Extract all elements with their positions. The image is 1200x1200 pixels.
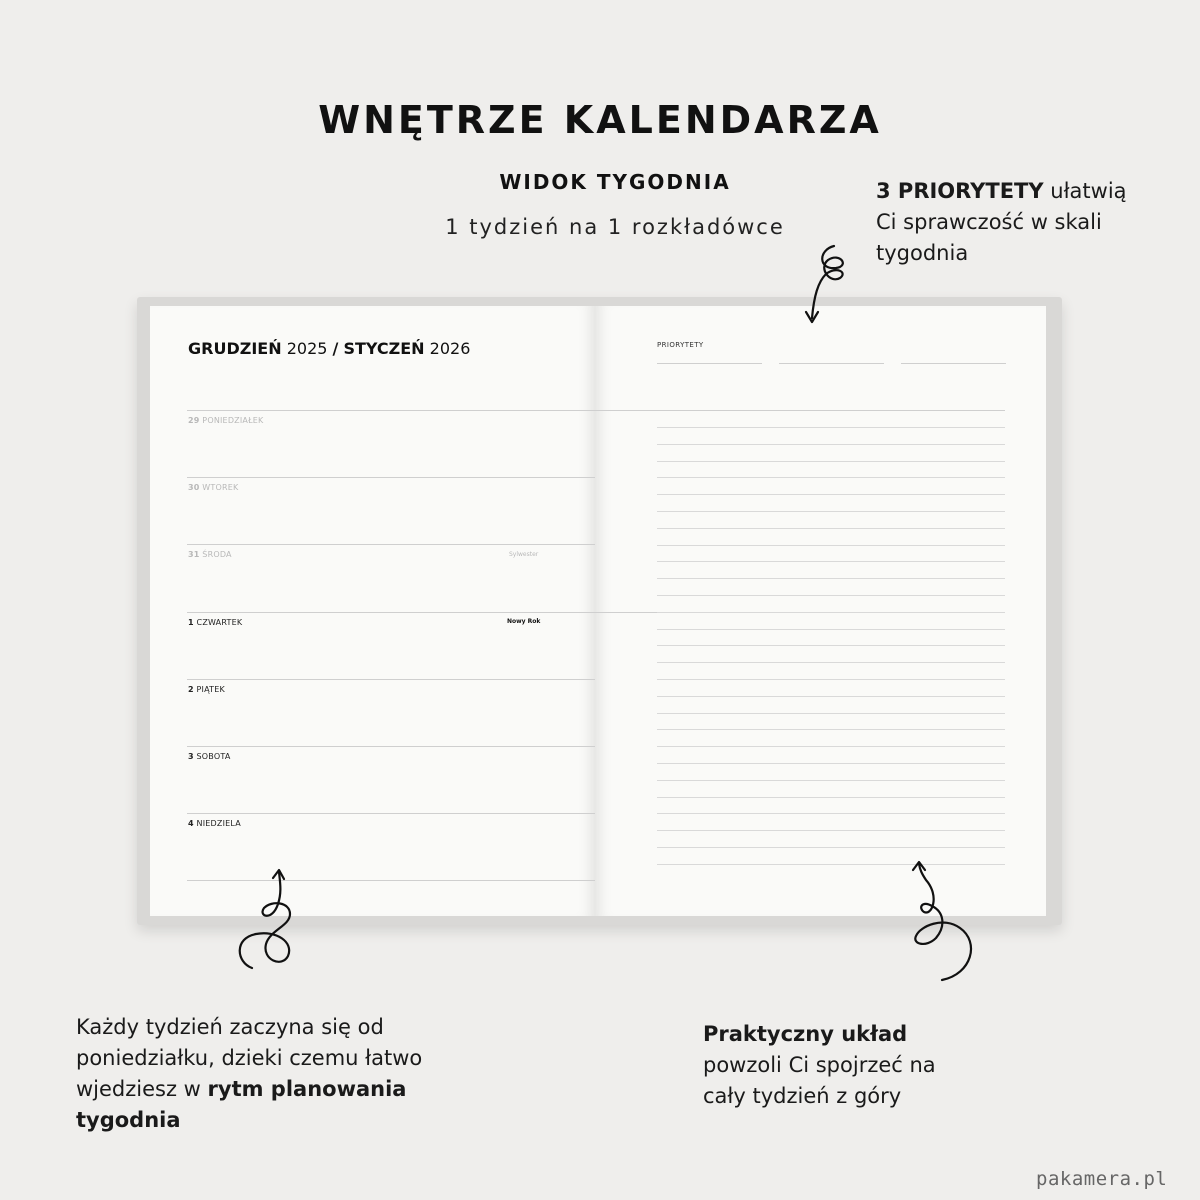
- day-divider: [187, 746, 595, 747]
- month-heading: [188, 339, 470, 358]
- priorities-note-text-3: tygodnia: [876, 241, 969, 265]
- monday-note-bold-2: tygodnia: [76, 1108, 181, 1132]
- day-divider: [187, 544, 595, 545]
- curly-arrow-icon: [900, 856, 980, 986]
- day-label-tuesday: 30 WTOREK: [188, 483, 239, 492]
- day-label-monday: 29 PONIEDZIAŁEK: [188, 416, 264, 425]
- monday-start-note: [76, 1012, 496, 1136]
- monday-note-text-2: poniedziałku, dzieki czemu łatwo: [76, 1046, 423, 1070]
- ruled-line: [657, 780, 1005, 781]
- ruled-line: [657, 847, 1005, 848]
- priority-line: [901, 363, 1006, 364]
- holiday-label: Sylwester: [509, 551, 539, 558]
- priorities-note: [876, 176, 1176, 269]
- day-divider: [187, 679, 595, 680]
- ruled-line: [657, 662, 1005, 663]
- curly-arrow-icon: [800, 240, 870, 330]
- month-1: GRUDZIEŃ: [188, 339, 282, 358]
- ruled-line: [657, 528, 1005, 529]
- month-separator: /: [332, 339, 339, 358]
- ruled-line: [657, 545, 1005, 546]
- ruled-line: [657, 494, 1005, 495]
- priorities-note-text-2: Ci sprawczość w skali: [876, 210, 1102, 234]
- ruled-line: [657, 729, 1005, 730]
- layout-note-bold: Praktyczny układ: [703, 1022, 908, 1046]
- month-2: STYCZEŃ: [343, 339, 425, 358]
- day-label-thursday: 1 CZWARTEK: [188, 618, 243, 627]
- priorities-label: PRIORYTETY: [657, 341, 704, 349]
- ruled-line: [657, 612, 1005, 613]
- day-label-friday: 2 PIĄTEK: [188, 685, 225, 694]
- ruled-line: [657, 511, 1005, 512]
- priority-line: [779, 363, 884, 364]
- day-divider: [187, 813, 595, 814]
- ruled-line: [657, 561, 1005, 562]
- monday-note-text-3: wjedziesz w: [76, 1077, 208, 1101]
- ruled-line: [657, 830, 1005, 831]
- watermark-logo: pakamera.pl: [1036, 1168, 1168, 1190]
- ruled-line: [657, 813, 1005, 814]
- layout-note-text-2: cały tydzień z góry: [703, 1084, 902, 1108]
- day-label-saturday: 3 SOBOTA: [188, 752, 231, 761]
- day-divider: [187, 410, 1005, 411]
- ruled-line: [657, 763, 1005, 764]
- priority-line: [657, 363, 762, 364]
- planner-right-page: [595, 306, 1046, 916]
- day-label-sunday: 4 NIEDZIELA: [188, 819, 241, 828]
- main-title: WNĘTRZE KALENDARZA: [318, 98, 882, 142]
- holiday-label: Nowy Rok: [507, 618, 541, 625]
- ruled-line: [657, 713, 1005, 714]
- ruled-line: [657, 427, 1005, 428]
- curly-arrow-icon: [232, 864, 302, 974]
- year-1: 2025: [286, 339, 328, 358]
- ruled-line: [657, 629, 1005, 630]
- ruled-line: [657, 444, 1005, 445]
- monday-note-text-1: Każdy tydzień zaczyna się od: [76, 1015, 384, 1039]
- day-label-wednesday: 31 ŚRODA: [188, 550, 232, 559]
- priorities-note-bold: 3 PRIORYTETY: [876, 179, 1044, 203]
- priorities-note-text: ułatwią: [1043, 179, 1127, 203]
- year-2: 2026: [429, 339, 471, 358]
- day-divider: [187, 477, 595, 478]
- ruled-line: [657, 461, 1005, 462]
- ruled-line: [657, 595, 1005, 596]
- ruled-line: [657, 696, 1005, 697]
- ruled-line: [657, 645, 1005, 646]
- layout-note: [703, 1019, 1033, 1112]
- ruled-line: [657, 679, 1005, 680]
- subtitle: WIDOK TYGODNIA: [499, 170, 731, 194]
- tagline: 1 tydzień na 1 rozkładówce: [445, 215, 785, 239]
- ruled-line: [657, 797, 1005, 798]
- layout-note-text-1: powzoli Ci spojrzeć na: [703, 1053, 936, 1077]
- monday-note-bold-1: rytm planowania: [207, 1077, 407, 1101]
- ruled-line: [657, 477, 1005, 478]
- ruled-line: [657, 578, 1005, 579]
- ruled-line: [657, 746, 1005, 747]
